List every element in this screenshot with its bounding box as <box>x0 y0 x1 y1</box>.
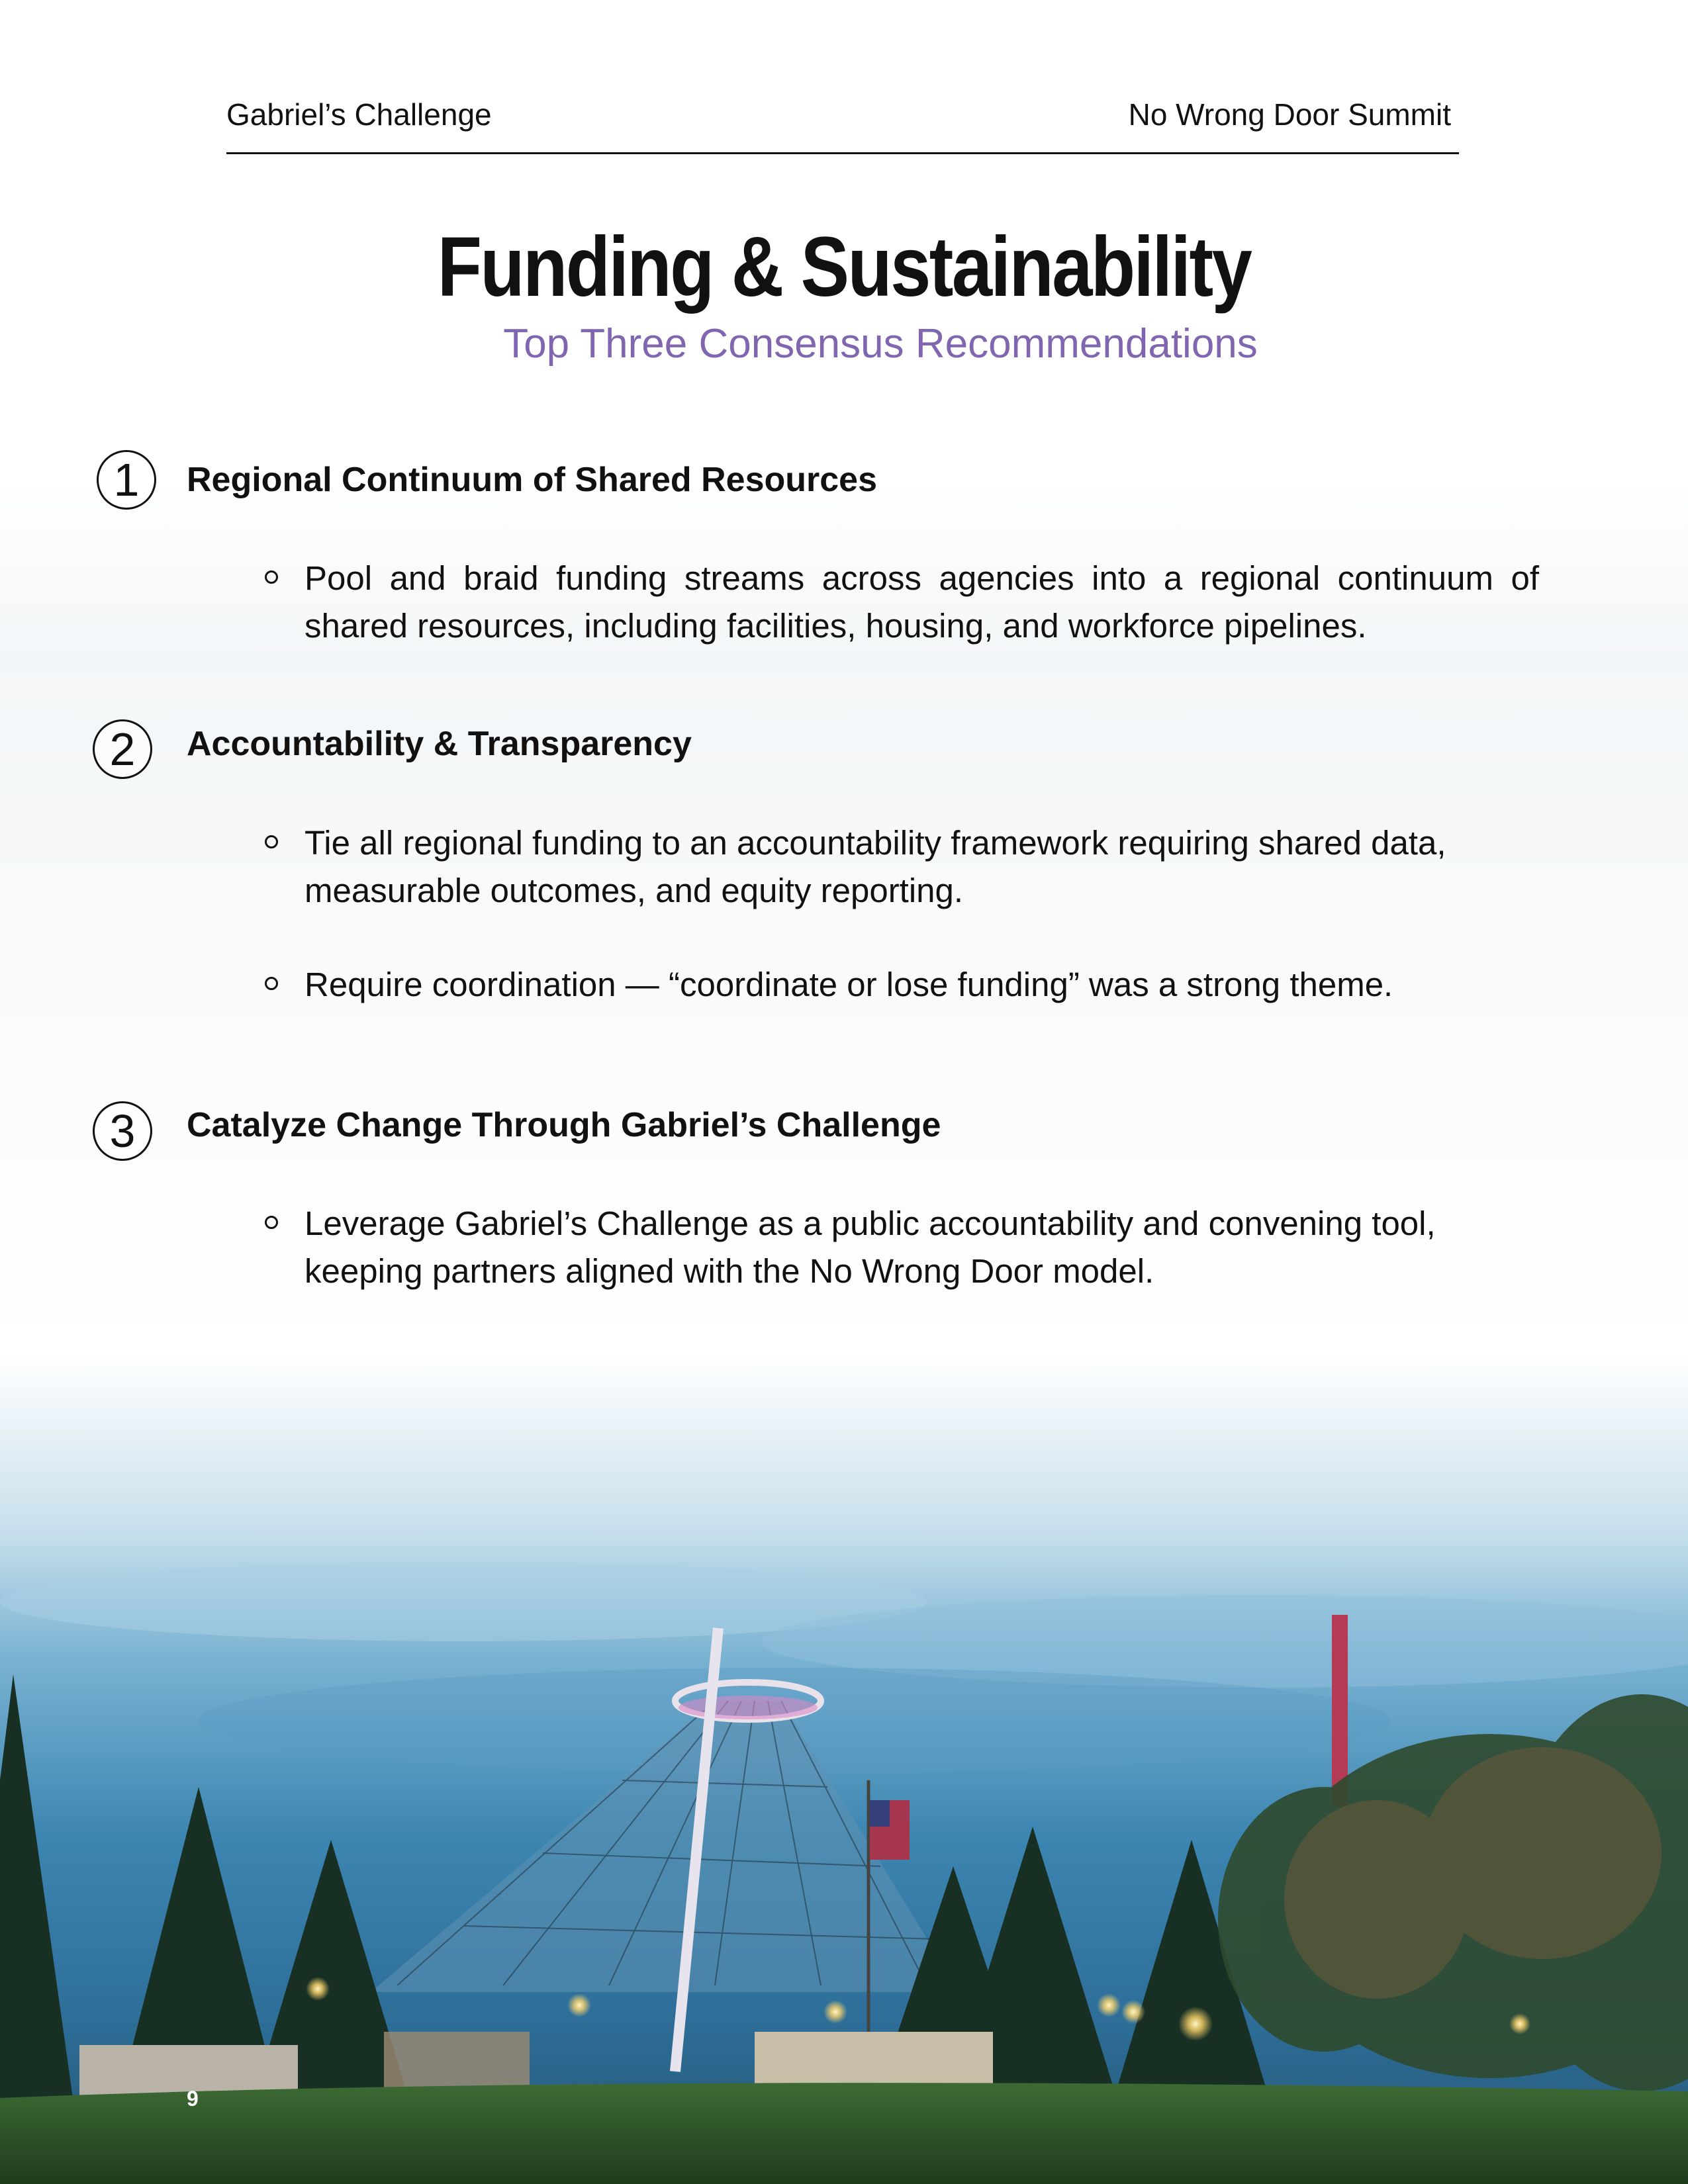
recommendation-heading-3: Catalyze Change Through Gabriel’s Challenge <box>187 1106 941 1144</box>
running-header-left: Gabriel’s Challenge <box>226 97 492 132</box>
list-item <box>265 555 1539 650</box>
bullet-circle-icon <box>265 977 278 990</box>
list-item <box>265 819 1539 915</box>
recommendation-heading-1: Regional Continuum of Shared Resources <box>187 461 878 499</box>
bullet-circle-icon <box>265 1216 278 1229</box>
recommendation-number-2: 2 <box>93 719 152 779</box>
list-item <box>265 1200 1539 1295</box>
bullet-circle-icon <box>265 570 278 584</box>
bullet-text: Leverage Gabriel’s Challenge as a public accountability and convening tool, keeping partners aligned with the No Wrong Door model. <box>305 1205 1436 1290</box>
page-subtitle: Top Three Consensus Recommendations <box>503 321 1258 367</box>
bullet-text: Require coordination — “coordinate or lose funding” was a strong theme. <box>305 966 1393 1003</box>
recommendation-number-1: 1 <box>97 450 156 510</box>
recommendation-heading-2: Accountability & Transparency <box>187 725 692 763</box>
page-title: Funding & Sustainability <box>437 220 1251 314</box>
header-divider <box>226 152 1459 154</box>
recommendation-number-3: 3 <box>93 1101 152 1161</box>
list-item <box>265 961 1539 1009</box>
running-header-right: No Wrong Door Summit <box>1128 97 1451 132</box>
bullet-text: Tie all regional funding to an accountability framework requiring shared data, measurable outcomes, and equity reporting. <box>305 824 1446 909</box>
page-number: 9 <box>187 2087 199 2111</box>
bullet-text: Pool and braid funding streams across agencies into a regional continuum of shared resources, including facilities, housing, and workforce pipelines. <box>305 559 1539 645</box>
bullet-circle-icon <box>265 835 278 848</box>
